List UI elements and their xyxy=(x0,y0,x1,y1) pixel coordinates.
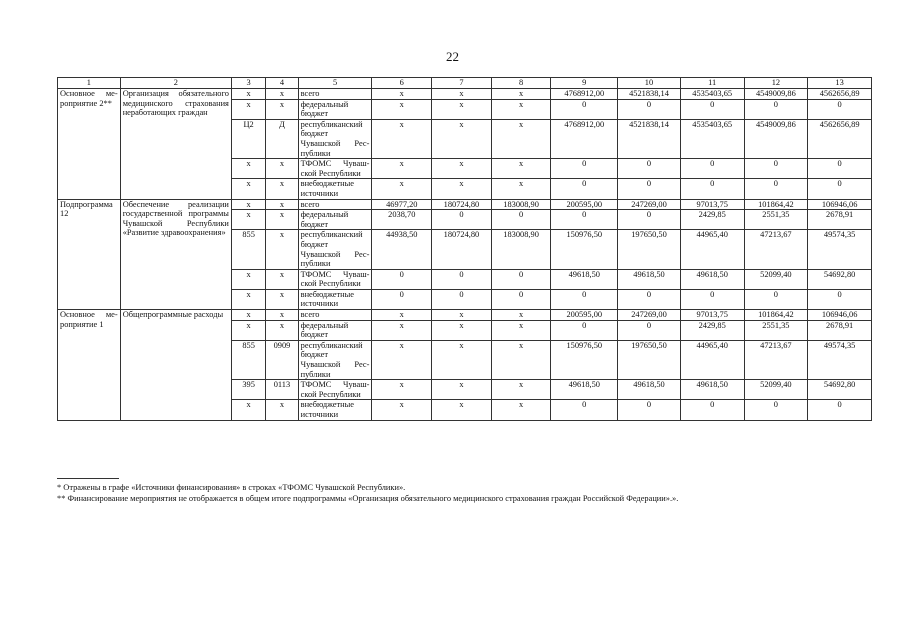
header-cell: 13 xyxy=(808,78,872,89)
value-cell: x xyxy=(231,400,265,420)
value-cell: x xyxy=(372,320,432,340)
value-cell: x xyxy=(266,210,298,230)
value-cell: 183008,90 xyxy=(491,230,551,269)
value-cell: 49618,50 xyxy=(680,269,744,289)
value-cell: 54692,80 xyxy=(808,269,872,289)
value-cell: 4768912,00 xyxy=(551,89,618,100)
value-cell: x xyxy=(491,340,551,379)
value-cell: 197650,50 xyxy=(618,230,681,269)
value-cell: 197650,50 xyxy=(618,340,681,379)
value-cell: 150976,50 xyxy=(551,230,618,269)
table-row xyxy=(58,199,872,210)
funding-source-cell: всего xyxy=(298,89,372,100)
funding-source-cell: всего xyxy=(298,310,372,321)
value-cell: 0 xyxy=(618,320,681,340)
value-cell: 0 xyxy=(551,210,618,230)
budget-table xyxy=(57,77,872,421)
header-cell: 2 xyxy=(120,78,231,89)
footnote-2: ** Финансирование мероприятия не отображается в общем итоге подпрограммы «Организация обязательного медицинского страхования граждан Российской Федерации».». xyxy=(57,494,679,503)
value-cell: 106946,06 xyxy=(808,199,872,210)
value-cell: 200595,00 xyxy=(551,199,618,210)
value-cell: x xyxy=(491,380,551,400)
value-cell: x xyxy=(491,159,551,179)
value-cell: x xyxy=(231,89,265,100)
header-cell: 10 xyxy=(618,78,681,89)
value-cell: 0 xyxy=(808,159,872,179)
value-cell: 4549009,86 xyxy=(744,89,808,100)
status-cell: Основное мероприятие 1 xyxy=(58,310,121,421)
title-cell: Организация обязательного медицинского страхования неработающих граждан xyxy=(120,89,231,200)
value-cell: 0 xyxy=(618,179,681,199)
page-number: 22 xyxy=(446,49,459,64)
funding-source-cell: республиканский бюджет Чувашской Республики xyxy=(298,119,372,158)
title-cell: Общепрограммные расходы xyxy=(120,310,231,421)
value-cell: 0 xyxy=(744,400,808,420)
table-body xyxy=(58,78,872,421)
value-cell: 44965,40 xyxy=(680,230,744,269)
value-cell: 49618,50 xyxy=(680,380,744,400)
value-cell: x xyxy=(231,199,265,210)
value-cell: x xyxy=(266,320,298,340)
header-cell: 1 xyxy=(58,78,121,89)
header-cell: 12 xyxy=(744,78,808,89)
value-cell: 395 xyxy=(231,380,265,400)
value-cell: 0 xyxy=(744,159,808,179)
value-cell: x xyxy=(266,289,298,309)
value-cell: x xyxy=(372,310,432,321)
value-cell: 0 xyxy=(680,400,744,420)
value-cell: 49618,50 xyxy=(618,269,681,289)
value-cell: 0 xyxy=(618,210,681,230)
value-cell: 49618,50 xyxy=(551,380,618,400)
value-cell: 52099,40 xyxy=(744,269,808,289)
value-cell: x xyxy=(231,289,265,309)
value-cell: x xyxy=(432,380,492,400)
footnotes xyxy=(57,478,857,504)
title-cell: Обеспечение реализации государственной программы Чувашской Республики «Развитие здравоохранения» xyxy=(120,199,231,310)
value-cell: 0 xyxy=(551,99,618,119)
value-cell: x xyxy=(432,320,492,340)
value-cell: x xyxy=(372,179,432,199)
value-cell: x xyxy=(432,179,492,199)
value-cell: 0 xyxy=(432,210,492,230)
value-cell: 49618,50 xyxy=(551,269,618,289)
value-cell: 0 xyxy=(551,289,618,309)
value-cell: 2678,91 xyxy=(808,210,872,230)
value-cell: 46977,20 xyxy=(372,199,432,210)
header-cell: 6 xyxy=(372,78,432,89)
value-cell: 0 xyxy=(372,289,432,309)
value-cell: x xyxy=(432,400,492,420)
value-cell: 0 xyxy=(618,400,681,420)
value-cell: x xyxy=(432,89,492,100)
value-cell: x xyxy=(491,179,551,199)
value-cell: 4521838,14 xyxy=(618,119,681,158)
funding-source-cell: федеральный бюджет xyxy=(298,320,372,340)
funding-source-cell: внебюджетные источники xyxy=(298,289,372,309)
value-cell: 106946,06 xyxy=(808,310,872,321)
value-cell: 0113 xyxy=(266,380,298,400)
header-cell: 8 xyxy=(491,78,551,89)
value-cell: 0 xyxy=(808,99,872,119)
value-cell: 0 xyxy=(491,210,551,230)
value-cell: 0 xyxy=(680,159,744,179)
table-row xyxy=(58,89,872,100)
value-cell: 2429,85 xyxy=(680,320,744,340)
header-cell: 4 xyxy=(266,78,298,89)
value-cell: 2038,70 xyxy=(372,210,432,230)
value-cell: x xyxy=(231,99,265,119)
value-cell: 855 xyxy=(231,230,265,269)
value-cell: x xyxy=(231,320,265,340)
value-cell: 0 xyxy=(618,289,681,309)
header-cell: 3 xyxy=(231,78,265,89)
value-cell: 49574,35 xyxy=(808,340,872,379)
value-cell: 47213,67 xyxy=(744,340,808,379)
value-cell: x xyxy=(231,269,265,289)
funding-source-cell: республиканский бюджет Чувашской Республики xyxy=(298,230,372,269)
value-cell: x xyxy=(432,99,492,119)
value-cell: 0 xyxy=(680,99,744,119)
value-cell: 4562656,89 xyxy=(808,89,872,100)
value-cell: 44938,50 xyxy=(372,230,432,269)
header-cell: 11 xyxy=(680,78,744,89)
value-cell: 0 xyxy=(618,99,681,119)
funding-source-cell: федеральный бюджет xyxy=(298,210,372,230)
value-cell: 0 xyxy=(808,179,872,199)
value-cell: x xyxy=(231,210,265,230)
value-cell: 4535403,65 xyxy=(680,89,744,100)
value-cell: 0 xyxy=(491,269,551,289)
value-cell: x xyxy=(266,159,298,179)
value-cell: 4521838,14 xyxy=(618,89,681,100)
header-row xyxy=(58,78,872,89)
funding-source-cell: республиканский бюджет Чувашской Республики xyxy=(298,340,372,379)
funding-source-cell: всего xyxy=(298,199,372,210)
value-cell: 4768912,00 xyxy=(551,119,618,158)
value-cell: 0 xyxy=(551,179,618,199)
value-cell: 0 xyxy=(551,159,618,179)
value-cell: x xyxy=(491,400,551,420)
value-cell: 0 xyxy=(372,269,432,289)
value-cell: x xyxy=(432,119,492,158)
value-cell: 0 xyxy=(744,179,808,199)
value-cell: 0 xyxy=(808,289,872,309)
value-cell: 0 xyxy=(432,269,492,289)
value-cell: x xyxy=(372,380,432,400)
value-cell: 52099,40 xyxy=(744,380,808,400)
header-cell: 9 xyxy=(551,78,618,89)
value-cell: 97013,75 xyxy=(680,310,744,321)
value-cell: 101864,42 xyxy=(744,199,808,210)
value-cell: 49618,50 xyxy=(618,380,681,400)
value-cell: 47213,67 xyxy=(744,230,808,269)
header-cell: 5 xyxy=(298,78,372,89)
value-cell: 183008,90 xyxy=(491,199,551,210)
value-cell: 0 xyxy=(744,289,808,309)
value-cell: 2551,35 xyxy=(744,210,808,230)
value-cell: x xyxy=(372,340,432,379)
value-cell: 180724,80 xyxy=(432,199,492,210)
value-cell: x xyxy=(491,320,551,340)
value-cell: x xyxy=(266,199,298,210)
value-cell: 0 xyxy=(618,159,681,179)
value-cell: x xyxy=(266,310,298,321)
value-cell: x xyxy=(372,400,432,420)
value-cell: x xyxy=(372,159,432,179)
value-cell: 0 xyxy=(808,400,872,420)
value-cell: x xyxy=(266,179,298,199)
funding-source-cell: внебюджетные источники xyxy=(298,400,372,420)
value-cell: 0 xyxy=(491,289,551,309)
value-cell: 4562656,89 xyxy=(808,119,872,158)
value-cell: x xyxy=(372,99,432,119)
value-cell: x xyxy=(266,89,298,100)
table-row xyxy=(58,310,872,321)
value-cell: x xyxy=(266,230,298,269)
footnote-1: * Отражены в графе «Источники финансирования» в строках «ТФОМС Чувашской Республики». xyxy=(57,483,406,492)
value-cell: x xyxy=(491,310,551,321)
value-cell: 0909 xyxy=(266,340,298,379)
funding-source-cell: ТФОМС Чувашской Республики xyxy=(298,269,372,289)
value-cell: x xyxy=(432,340,492,379)
value-cell: 200595,00 xyxy=(551,310,618,321)
value-cell: x xyxy=(231,159,265,179)
value-cell: 0 xyxy=(551,400,618,420)
value-cell: 0 xyxy=(744,99,808,119)
value-cell: 0 xyxy=(551,320,618,340)
value-cell: 0 xyxy=(680,179,744,199)
funding-source-cell: ТФОМС Чувашской Республики xyxy=(298,380,372,400)
funding-source-cell: ТФОМС Чувашской Республики xyxy=(298,159,372,179)
value-cell: x xyxy=(491,99,551,119)
status-cell: Подпрограмма 12 xyxy=(58,199,121,310)
value-cell: x xyxy=(372,89,432,100)
value-cell: 97013,75 xyxy=(680,199,744,210)
value-cell: 2678,91 xyxy=(808,320,872,340)
value-cell: 180724,80 xyxy=(432,230,492,269)
value-cell: 54692,80 xyxy=(808,380,872,400)
value-cell: 2551,35 xyxy=(744,320,808,340)
value-cell: x xyxy=(372,119,432,158)
value-cell: x xyxy=(432,159,492,179)
value-cell: 0 xyxy=(680,289,744,309)
value-cell: x xyxy=(266,269,298,289)
header-cell: 7 xyxy=(432,78,492,89)
value-cell: 44965,40 xyxy=(680,340,744,379)
value-cell: 0 xyxy=(432,289,492,309)
value-cell: Ц2 xyxy=(231,119,265,158)
funding-source-cell: внебюджетные источники xyxy=(298,179,372,199)
value-cell: 2429,85 xyxy=(680,210,744,230)
value-cell: Д xyxy=(266,119,298,158)
value-cell: x xyxy=(491,119,551,158)
value-cell: x xyxy=(231,179,265,199)
status-cell: Основное мероприятие 2** xyxy=(58,89,121,200)
value-cell: 49574,35 xyxy=(808,230,872,269)
value-cell: x xyxy=(491,89,551,100)
value-cell: x xyxy=(266,400,298,420)
value-cell: x xyxy=(432,310,492,321)
value-cell: x xyxy=(266,99,298,119)
value-cell: 855 xyxy=(231,340,265,379)
value-cell: x xyxy=(231,310,265,321)
value-cell: 4549009,86 xyxy=(744,119,808,158)
value-cell: 247269,00 xyxy=(618,310,681,321)
footnote-divider xyxy=(57,478,119,479)
funding-source-cell: федеральный бюджет xyxy=(298,99,372,119)
value-cell: 101864,42 xyxy=(744,310,808,321)
value-cell: 4535403,65 xyxy=(680,119,744,158)
value-cell: 150976,50 xyxy=(551,340,618,379)
value-cell: 247269,00 xyxy=(618,199,681,210)
